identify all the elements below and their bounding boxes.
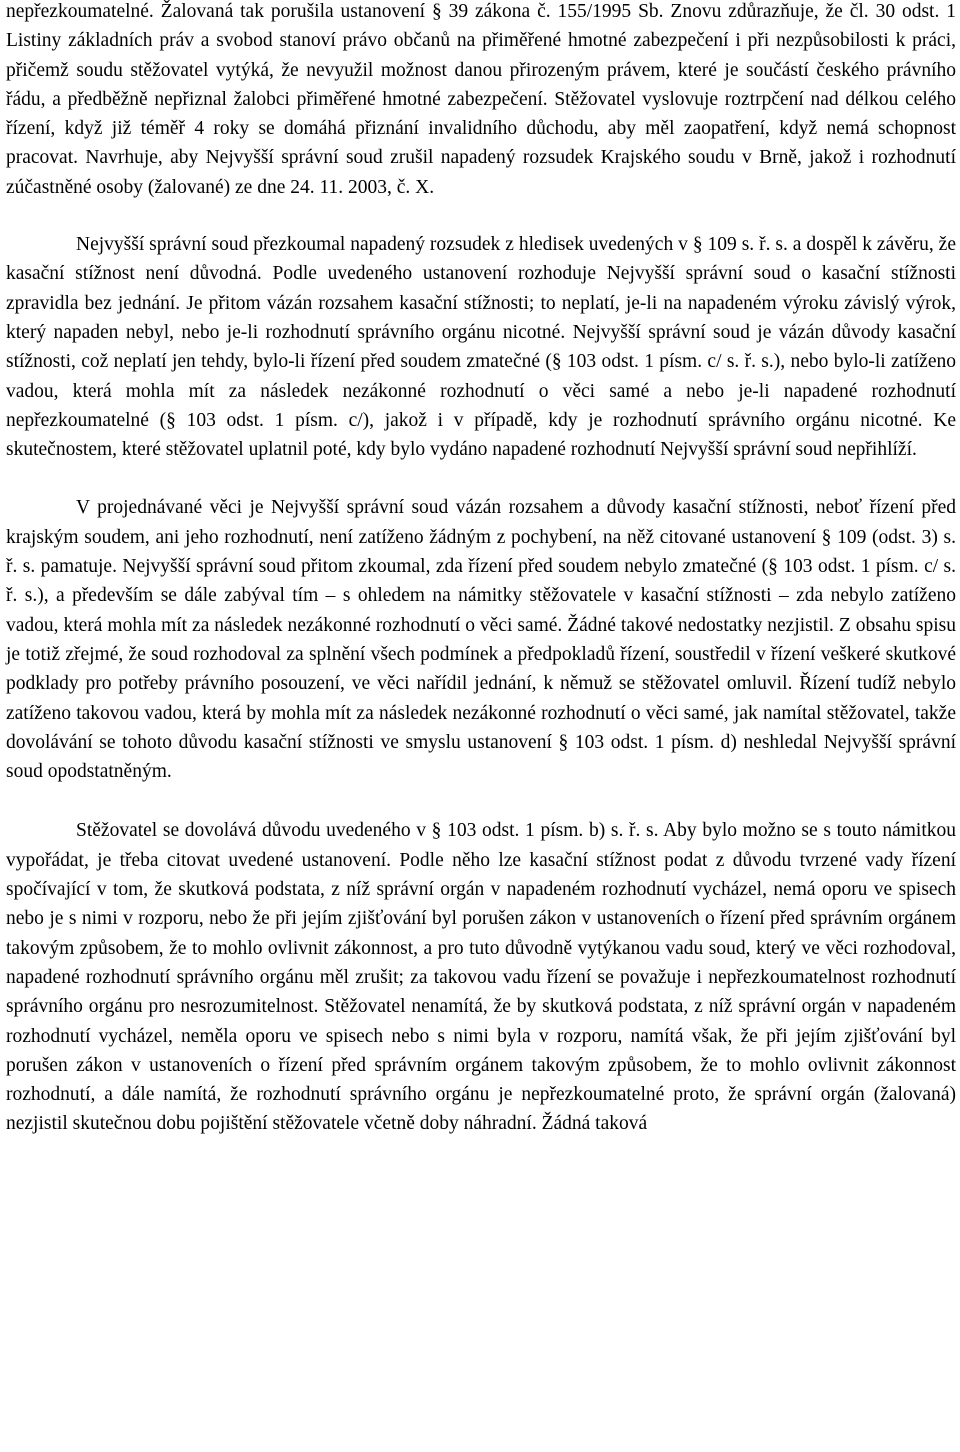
document-page xyxy=(6,0,956,1139)
paragraph-1: nepřezkoumatelné. Žalovaná tak porušila ustanovení § 39 zákona č. 155/1995 Sb. Znovu zdůrazňuje, že čl. 30 odst. 1 Listiny základních práv a svobod stanoví právo občanů na přiměřené hmotné zabezpečení i při nezpůsobilosti k práci, přičemž soudu stěžovatel vytýká, že nevyužil možnost danou přirozeným právem, které je součástí českého právního řádu, a předběžně nepřiznal žalobci přiměřené hmotné zabezpečení. Stěžovatel vyslovuje roztrpčení nad délkou celého řízení, když již téměř 4 roky se domáhá přiznání invalidního důchodu, aby měl zaopatření, když nemá schopnost pracovat. Navrhuje, aby Nejvyšší správní soud zrušil napadený rozsudek Krajského soudu v Brně, jakož i rozhodnutí zúčastněné osoby (žalované) ze dne 24. 11. 2003, č. X. xyxy=(6,1,956,198)
paragraph-4: Stěžovatel se dovolává důvodu uvedeného v § 103 odst. 1 písm. b) s. ř. s. Aby bylo možno se s touto námitkou vypořádat, je třeba citovat uvedené ustanovení. Podle něho lze kasační stížnost podat z důvodu tvrzené vady řízení spočívající v tom, že skutková podstata, z níž správní orgán v napadeném rozhodnutí vycházel, nemá oporu ve spisech nebo je s nimi v rozporu, nebo že při jejím zjišťování byl porušen zákon v ustanoveních o řízení před správním orgánem takovým způsobem, že to mohlo ovlivnit zákonnost, a pro tuto důvodně vytýkanou vadu soud, který ve věci rozhodoval, napadené rozhodnutí správního orgánu měl zrušit; za takovou vadu řízení se považuje i nepřezkoumatelnost rozhodnutí správního orgánu pro nesrozumitelnost. Stěžovatel nenamítá, že by skutková podstata, z níž správní orgán v napadeném rozhodnutí vycházel, neměla oporu ve spisech nebo s nimi byla v rozporu, namítá však, že při jejím zjišťování byl porušen zákon v ustanoveních o řízení před správním orgánem takovým způsobem, že to mohlo ovlivnit zákonnost rozhodnutí, a dále namítá, že rozhodnutí správního orgánu je nepřezkoumatelné proto, že správní orgán (žalovaná) nezjistil skutečnou dobu pojištění stěžovatele včetně doby náhradní. Žádná taková xyxy=(6,820,956,1135)
paragraph-2: Nejvyšší správní soud přezkoumal napadený rozsudek z hledisek uvedených v § 109 s. ř. s. a dospěl k závěru, že kasační stížnost není důvodná. Podle uvedeného ustanovení rozhoduje Nejvyšší správní soud o kasační stížnosti zpravidla bez jednání. Je přitom vázán rozsahem kasační stížnosti; to neplatí, je-li na napadeném výroku závislý výrok, který napaden nebyl, nebo je-li rozhodnutí správního orgánu nicotné. Nejvyšší správní soud je vázán důvody kasační stížnosti, což neplatí jen tehdy, bylo-li řízení před soudem zmatečné (§ 103 odst. 1 písm. c/ s. ř. s.), nebo bylo-li zatíženo vadou, která mohla mít za následek nezákonné rozhodnutí o věci samé a nebo je-li napadené rozhodnutí nepřezkoumatelné (§ 103 odst. 1 písm. c/), jakož i v případě, kdy je rozhodnutí správního orgánu nicotné. Ke skutečnostem, které stěžovatel uplatnil poté, kdy bylo vydáno napadené rozhodnutí Nejvyšší správní soud nepřihlíží. xyxy=(6,234,956,461)
paragraph-3: V projednávané věci je Nejvyšší správní soud vázán rozsahem a důvody kasační stížnosti, neboť řízení před krajským soudem, ani jeho rozhodnutí, není zatíženo žádným z pochybení, na něž citované ustanovení § 109 (odst. 3) s. ř. s. pamatuje. Nejvyšší správní soud přitom zkoumal, zda řízení před soudem nebylo zmatečné (§ 103 odst. 1 písm. c/ s. ř. s.), a především se dále zabýval tím – s ohledem na námitky stěžovatele v kasační stížnosti – zda nebylo zatíženo vadou, která mohla mít za následek nezákonné rozhodnutí o věci samé. Žádné takové nedostatky nezjistil. Z obsahu spisu je totiž zřejmé, že soud rozhodoval za splnění všech podmínek a předpokladů řízení, soustředil v řízení veškeré skutkové podklady pro potřeby právního posouzení, ve věci nařídil jednání, k němuž se stěžovatel omluvil. Řízení tudíž nebylo zatíženo takovou vadou, která by mohla mít za následek nezákonné rozhodnutí o věci samé, jak namítal stěžovatel, takže dovolávání se tohoto důvodu kasační stížnosti ve smyslu ustanovení § 103 odst. 1 písm. d) neshledal Nejvyšší správní soud opodstatněným. xyxy=(6,497,956,783)
